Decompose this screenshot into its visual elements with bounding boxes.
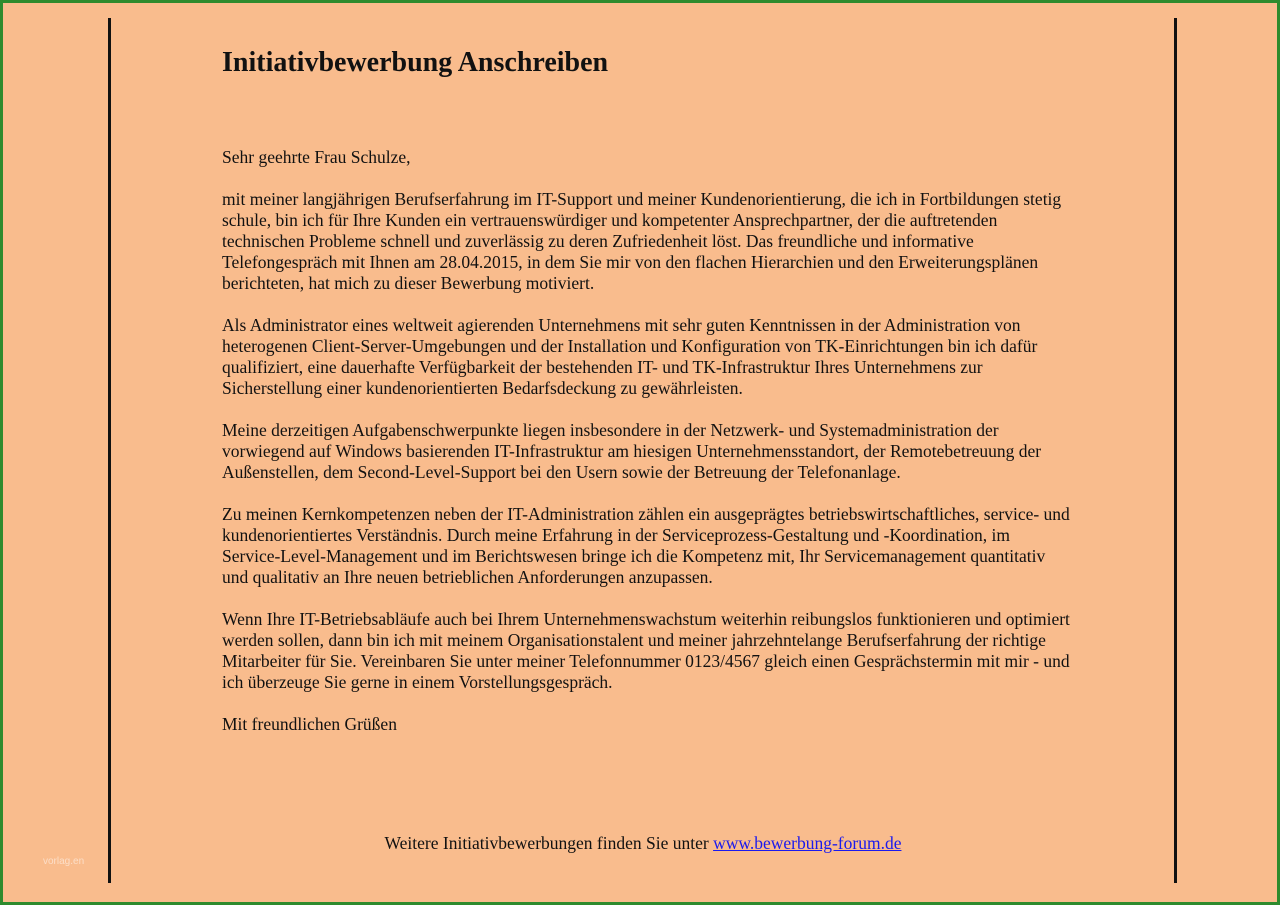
closing: Mit freundlichen Grüßen: [222, 714, 397, 734]
paragraph-2: Als Administrator eines weltweit agierenden Unternehmens mit sehr guten Kenntnissen in der Administration von heterogenen Client-Server-Umgebungen und der Installation und Konfiguration von TK-Einrichtungen bin ich dafür qualifiziert, eine dauerhafte Verfügbarkeit der bestehenden IT- und TK-Infrastruktur Ihres Unternehmens zur Sicherstellung einer kundenorientierten Bedarfsdeckung zu gewährleisten.: [222, 315, 1038, 398]
letter-body: [222, 147, 1072, 756]
footer: [3, 833, 1280, 854]
paragraph-4: Zu meinen Kernkompetenzen neben der IT-Administration zählen ein ausgeprägtes betriebswirtschaftliches, service- und kundenorientiertes Verständnis. Durch meine Erfahrung in der Serviceprozess-Gestaltung und -Koordination, im Service-Level-Management und im Berichtswesen bringe ich die Kompetenz mit, Ihr Servicemanagement quantitativ und qualitativ an Ihre neuen betrieblichen Anforderungen anzupassen.: [222, 504, 1070, 587]
salutation: Sehr geehrte Frau Schulze,: [222, 147, 411, 167]
watermark: vorlag.en: [43, 856, 85, 867]
document-title: Initiativbewerbung Anschreiben: [222, 47, 609, 78]
paragraph-3: Meine derzeitigen Aufgabenschwerpunkte liegen insbesondere in der Netzwerk- und Systemadministration der vorwiegend auf Windows basierenden IT-Infrastruktur am hiesigen Unternehmensstandort, der Remotebetreuung der Außenstellen, dem Second-Level-Support bei den Usern sowie der Betreuung der Telefonanlage.: [222, 420, 1042, 482]
left-margin-line: [108, 18, 111, 883]
footer-link[interactable]: www.bewerbung-forum.de: [713, 833, 902, 853]
footer-text: Weitere Initiativbewerbungen finden Sie unter: [384, 833, 714, 853]
right-margin-line: [1174, 18, 1177, 883]
paragraph-5: Wenn Ihre IT-Betriebsabläufe auch bei Ihrem Unternehmenswachstum weiterhin reibungslos funktionieren und optimiert werden sollen, dann bin ich mit meinem Organisationstalent und meiner jahrzehntelange Berufserfahrung der richtige Mitarbeiter für Sie. Vereinbaren Sie unter meiner Telefonnummer 0123/4567 gleich einen Gesprächstermin mit mir - und ich überzeuge Sie gerne in einem Vorstellungsgespräch.: [222, 609, 1070, 692]
paragraph-1: mit meiner langjährigen Berufserfahrung im IT-Support und meiner Kundenorientierung, die ich in Fortbildungen stetig schule, bin ich für Ihre Kunden ein vertrauenswürdiger und kompetenter Ansprechpartner, der die auftretenden technischen Probleme schnell und zuverlässig zu deren Zufriedenheit löst. Das freundliche und informative Telefongespräch mit Ihnen am 28.04.2015, in dem Sie mir von den flachen Hierarchien und den Erweiterungsplänen berichteten, hat mich zu dieser Bewerbung motiviert.: [222, 189, 1062, 293]
